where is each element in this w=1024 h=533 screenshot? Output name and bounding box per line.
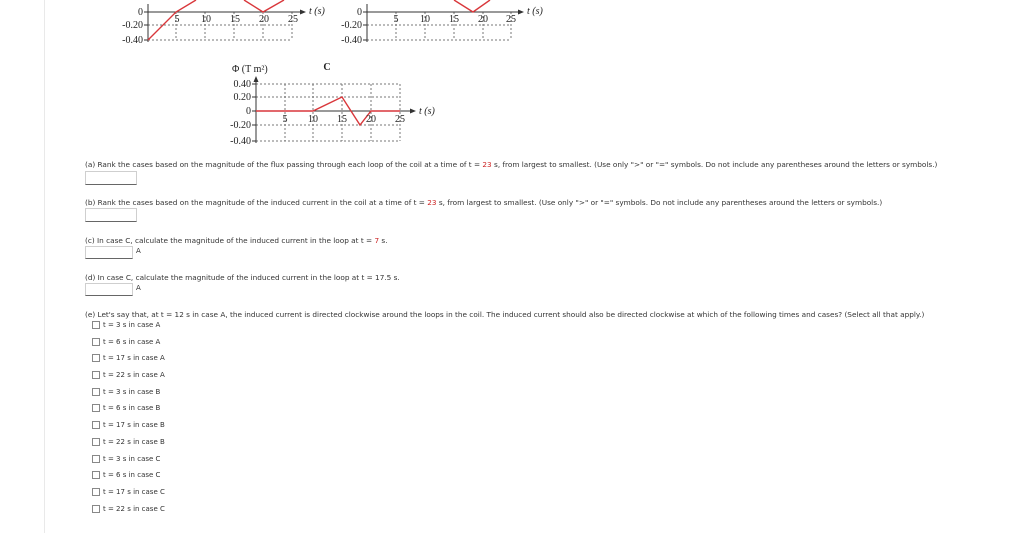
option-item[interactable] <box>92 488 165 496</box>
option-label: t = 17 s in case B <box>103 421 165 429</box>
tr-xtick: 25 <box>506 14 516 25</box>
tl-xtick: 5 <box>174 14 180 25</box>
checkbox[interactable] <box>92 354 100 362</box>
tl-ytick: -0.20 <box>122 20 143 31</box>
graph-case-c <box>230 62 435 147</box>
tl-ytick: -0.40 <box>122 35 143 46</box>
tr-x-axis-label: t (s) <box>527 6 543 17</box>
answer-a-input[interactable] <box>85 171 137 185</box>
option-item[interactable] <box>92 321 160 329</box>
flux-graphs <box>0 0 1024 160</box>
checkbox[interactable] <box>92 488 100 496</box>
answer-c-input[interactable] <box>85 246 133 259</box>
option-label: t = 3 s in case B <box>103 388 161 396</box>
option-item[interactable] <box>92 371 165 379</box>
tr-xtick: 20 <box>478 14 488 25</box>
c-ytick: 0 <box>246 106 251 117</box>
tr-xtick: 10 <box>420 14 430 25</box>
graph-top-left <box>122 0 325 46</box>
question-c-time: 7 <box>374 236 380 245</box>
option-item[interactable] <box>92 455 160 463</box>
tl-xtick: 25 <box>288 14 298 25</box>
checkbox[interactable] <box>92 421 100 429</box>
question-d: (d) In case C, calculate the magnitude of the induced current in the loop at t = 17.5 s. <box>85 273 400 282</box>
question-a-time: 23 <box>482 160 492 169</box>
question-a <box>85 160 937 169</box>
checkbox[interactable] <box>92 438 100 446</box>
checkbox[interactable] <box>92 388 100 396</box>
question-a-text: (a) Rank the cases based on the magnitude of the flux passing through each loop of the coil at a time of t = <box>85 160 483 169</box>
option-item[interactable] <box>92 388 160 396</box>
option-label: t = 6 s in case A <box>103 338 161 346</box>
option-item[interactable] <box>92 438 165 446</box>
checkbox[interactable] <box>92 404 100 412</box>
option-item[interactable] <box>92 354 165 362</box>
tr-xtick: 5 <box>393 14 399 25</box>
answer-d-input[interactable] <box>85 283 133 296</box>
checkbox[interactable] <box>92 471 100 479</box>
answer-c-unit: A <box>136 247 141 255</box>
option-item[interactable] <box>92 338 160 346</box>
c-ytick: 0.20 <box>233 92 251 103</box>
option-label: t = 3 s in case A <box>103 321 161 329</box>
option-item[interactable] <box>92 421 165 429</box>
option-label: t = 22 s in case A <box>103 371 165 379</box>
option-item[interactable] <box>92 505 165 513</box>
c-ytick: -0.20 <box>230 120 251 131</box>
c-ytick: -0.40 <box>230 136 251 147</box>
tr-ytick: -0.40 <box>341 35 362 46</box>
question-c-tail: s. <box>379 236 388 245</box>
c-ytick: 0.40 <box>233 79 251 90</box>
c-xtick: 20 <box>366 114 376 125</box>
c-xtick: 15 <box>337 114 347 125</box>
tr-xtick: 15 <box>449 14 459 25</box>
question-b-tail: s, from largest to smallest. (Use only ">" or "=" symbols. Do not include any parentheses around the letters or symbols.) <box>436 198 883 207</box>
case-c-y-axis-label: Φ (T m²) <box>232 64 268 75</box>
question-c <box>85 236 388 245</box>
option-label: t = 6 s in case C <box>103 471 161 479</box>
option-item[interactable] <box>92 404 160 412</box>
tl-xtick: 10 <box>201 14 211 25</box>
checkbox[interactable] <box>92 455 100 463</box>
c-xtick: 25 <box>395 114 405 125</box>
c-xtick: 10 <box>308 114 318 125</box>
checkbox[interactable] <box>92 321 100 329</box>
question-b <box>85 198 882 207</box>
option-label: t = 6 s in case B <box>103 404 161 412</box>
c-x-axis-label: t (s) <box>419 106 435 117</box>
question-e: (e) Let's say that, at t = 12 s in case A, the induced current is directed clockwise around the loops in the coil. The induced current should also be directed clockwise at which of the following times and cases? (Select all that apply.) <box>85 310 925 319</box>
question-a-tail: s, from largest to smallest. (Use only ">" or "=" symbols. Do not include any parentheses around the letters or symbols.) <box>491 160 938 169</box>
checkbox[interactable] <box>92 338 100 346</box>
option-label: t = 3 s in case C <box>103 455 161 463</box>
checkbox[interactable] <box>92 505 100 513</box>
option-item[interactable] <box>92 471 160 479</box>
answer-b-input[interactable] <box>85 208 137 222</box>
option-label: t = 17 s in case A <box>103 354 165 362</box>
question-b-time: 23 <box>427 198 437 207</box>
tr-ytick: 0 <box>357 7 362 18</box>
tl-xtick: 20 <box>259 14 269 25</box>
tl-ytick: 0 <box>138 7 143 18</box>
checkbox[interactable] <box>92 371 100 379</box>
case-c-label: C <box>323 62 331 73</box>
option-label: t = 22 s in case B <box>103 438 165 446</box>
tl-x-axis-label: t (s) <box>309 6 325 17</box>
tr-ytick: -0.20 <box>341 20 362 31</box>
option-label: t = 17 s in case C <box>103 488 165 496</box>
tl-xtick: 15 <box>230 14 240 25</box>
answer-d-unit: A <box>136 284 141 292</box>
option-label: t = 22 s in case C <box>103 505 165 513</box>
question-b-text: (b) Rank the cases based on the magnitude of the induced current in the coil at a time of t = <box>85 198 428 207</box>
c-xtick: 5 <box>282 114 288 125</box>
graph-top-right <box>341 0 543 46</box>
question-c-text: (c) In case C, calculate the magnitude of the induced current in the loop at t = <box>85 236 375 245</box>
